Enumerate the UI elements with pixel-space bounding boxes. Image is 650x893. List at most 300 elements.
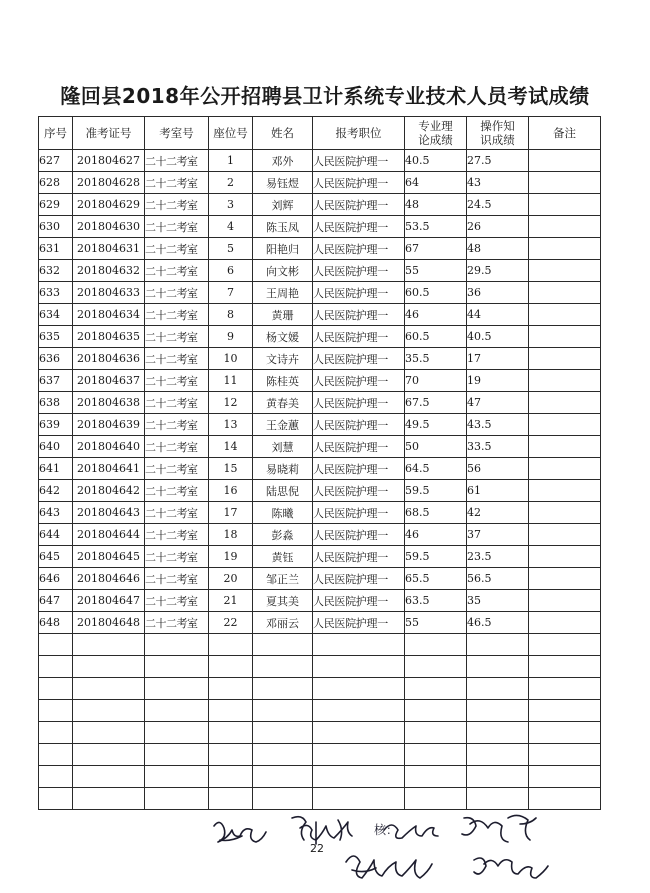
cell-position: 人民医院护理一 xyxy=(313,216,405,238)
cell-ticket: 201804634 xyxy=(73,304,145,326)
cell-position: 人民医院护理一 xyxy=(313,194,405,216)
cell-seq: 631 xyxy=(39,238,73,260)
cell-ticket: 201804642 xyxy=(73,480,145,502)
cell-remark xyxy=(529,480,601,502)
cell-name: 夏其美 xyxy=(253,590,313,612)
cell-theory: 50 xyxy=(405,436,467,458)
cell-name: 陆思倪 xyxy=(253,480,313,502)
cell-remark xyxy=(529,546,601,568)
cell-ticket: 201804631 xyxy=(73,238,145,260)
cell-ticket: 201804641 xyxy=(73,458,145,480)
cell-ticket: 201804632 xyxy=(73,260,145,282)
table-row xyxy=(39,326,601,348)
cell-ticket: 201804633 xyxy=(73,282,145,304)
empty-cell xyxy=(405,634,467,656)
empty-cell xyxy=(529,656,601,678)
table-row xyxy=(39,502,601,524)
empty-cell xyxy=(313,744,405,766)
empty-cell xyxy=(145,722,209,744)
cell-name: 易晓莉 xyxy=(253,458,313,480)
table-row xyxy=(39,590,601,612)
empty-row xyxy=(39,700,601,722)
cell-theory: 55 xyxy=(405,260,467,282)
cell-remark xyxy=(529,568,601,590)
empty-row xyxy=(39,656,601,678)
cell-position: 人民医院护理一 xyxy=(313,304,405,326)
cell-seat: 9 xyxy=(209,326,253,348)
cell-seq: 643 xyxy=(39,502,73,524)
empty-cell xyxy=(73,700,145,722)
cell-ticket: 201804640 xyxy=(73,436,145,458)
cell-room: 二十二考室 xyxy=(145,546,209,568)
empty-cell xyxy=(209,656,253,678)
cell-practice: 19 xyxy=(467,370,529,392)
handwritten-signature-4 xyxy=(462,815,536,842)
cell-position: 人民医院护理一 xyxy=(313,150,405,172)
cell-theory: 67 xyxy=(405,238,467,260)
cell-seq: 630 xyxy=(39,216,73,238)
header-theory xyxy=(405,117,467,150)
empty-cell xyxy=(209,700,253,722)
cell-seq: 637 xyxy=(39,370,73,392)
cell-seq: 645 xyxy=(39,546,73,568)
cell-ticket: 201804643 xyxy=(73,502,145,524)
empty-row xyxy=(39,766,601,788)
cell-position: 人民医院护理一 xyxy=(313,480,405,502)
cell-practice: 26 xyxy=(467,216,529,238)
empty-cell xyxy=(253,678,313,700)
cell-remark xyxy=(529,216,601,238)
empty-cell xyxy=(313,656,405,678)
handwritten-signature-6 xyxy=(474,858,548,878)
cell-room: 二十二考室 xyxy=(145,216,209,238)
empty-row xyxy=(39,722,601,744)
empty-cell xyxy=(313,766,405,788)
cell-seq: 636 xyxy=(39,348,73,370)
cell-seq: 632 xyxy=(39,260,73,282)
cell-theory: 67.5 xyxy=(405,392,467,414)
cell-theory: 59.5 xyxy=(405,546,467,568)
cell-practice: 36 xyxy=(467,282,529,304)
table-row xyxy=(39,150,601,172)
header-ticket: 准考证号 xyxy=(73,117,145,150)
empty-cell xyxy=(253,788,313,810)
cell-position: 人民医院护理一 xyxy=(313,326,405,348)
cell-remark xyxy=(529,392,601,414)
empty-cell xyxy=(405,744,467,766)
empty-cell xyxy=(405,700,467,722)
empty-cell xyxy=(529,722,601,744)
header-remark: 备注 xyxy=(529,117,601,150)
cell-theory: 55 xyxy=(405,612,467,634)
cell-room: 二十二考室 xyxy=(145,348,209,370)
table-row xyxy=(39,172,601,194)
cell-name: 文诗卉 xyxy=(253,348,313,370)
cell-seq: 646 xyxy=(39,568,73,590)
cell-room: 二十二考室 xyxy=(145,590,209,612)
cell-seat: 1 xyxy=(209,150,253,172)
cell-room: 二十二考室 xyxy=(145,502,209,524)
empty-cell xyxy=(467,766,529,788)
header-seq: 序号 xyxy=(39,117,73,150)
cell-ticket: 201804645 xyxy=(73,546,145,568)
handwritten-signature-5 xyxy=(346,856,432,878)
empty-cell xyxy=(467,722,529,744)
cell-seat: 10 xyxy=(209,348,253,370)
page-number: 22 xyxy=(310,842,324,855)
cell-remark xyxy=(529,612,601,634)
cell-theory: 49.5 xyxy=(405,414,467,436)
empty-cell xyxy=(209,678,253,700)
cell-remark xyxy=(529,436,601,458)
empty-cell xyxy=(39,766,73,788)
cell-seat: 16 xyxy=(209,480,253,502)
cell-remark xyxy=(529,238,601,260)
cell-seat: 7 xyxy=(209,282,253,304)
cell-name: 陈玉凤 xyxy=(253,216,313,238)
empty-cell xyxy=(39,788,73,810)
cell-position: 人民医院护理一 xyxy=(313,370,405,392)
cell-theory: 60.5 xyxy=(405,326,467,348)
cell-room: 二十二考室 xyxy=(145,326,209,348)
cell-practice: 56 xyxy=(467,458,529,480)
cell-remark xyxy=(529,524,601,546)
empty-cell xyxy=(209,788,253,810)
cell-name: 邓丽云 xyxy=(253,612,313,634)
cell-seq: 642 xyxy=(39,480,73,502)
empty-cell xyxy=(145,766,209,788)
table-row xyxy=(39,348,601,370)
cell-ticket: 201804638 xyxy=(73,392,145,414)
cell-seq: 648 xyxy=(39,612,73,634)
cell-ticket: 201804629 xyxy=(73,194,145,216)
table-row xyxy=(39,480,601,502)
header-row xyxy=(39,117,601,150)
cell-remark xyxy=(529,326,601,348)
cell-remark xyxy=(529,590,601,612)
cell-ticket: 201804646 xyxy=(73,568,145,590)
cell-position: 人民医院护理一 xyxy=(313,414,405,436)
cell-theory: 48 xyxy=(405,194,467,216)
cell-name: 邹正兰 xyxy=(253,568,313,590)
empty-cell xyxy=(145,656,209,678)
score-table xyxy=(38,116,601,810)
cell-ticket: 201804647 xyxy=(73,590,145,612)
cell-practice: 61 xyxy=(467,480,529,502)
cell-ticket: 201804635 xyxy=(73,326,145,348)
empty-cell xyxy=(253,634,313,656)
empty-cell xyxy=(73,678,145,700)
empty-cell xyxy=(405,788,467,810)
cell-theory: 60.5 xyxy=(405,282,467,304)
empty-cell xyxy=(145,634,209,656)
empty-cell xyxy=(529,788,601,810)
cell-room: 二十二考室 xyxy=(145,370,209,392)
cell-practice: 47 xyxy=(467,392,529,414)
empty-cell xyxy=(209,634,253,656)
empty-cell xyxy=(313,678,405,700)
empty-cell xyxy=(73,788,145,810)
cell-name: 黄春美 xyxy=(253,392,313,414)
cell-practice: 46.5 xyxy=(467,612,529,634)
cell-room: 二十二考室 xyxy=(145,150,209,172)
cell-theory: 68.5 xyxy=(405,502,467,524)
cell-practice: 40.5 xyxy=(467,326,529,348)
cell-theory: 59.5 xyxy=(405,480,467,502)
cell-remark xyxy=(529,414,601,436)
table-body xyxy=(39,150,601,810)
cell-practice: 27.5 xyxy=(467,150,529,172)
cell-room: 二十二考室 xyxy=(145,238,209,260)
cell-room: 二十二考室 xyxy=(145,260,209,282)
cell-practice: 17 xyxy=(467,348,529,370)
empty-cell xyxy=(253,744,313,766)
empty-cell xyxy=(467,634,529,656)
cell-position: 人民医院护理一 xyxy=(313,524,405,546)
empty-cell xyxy=(73,744,145,766)
table-row xyxy=(39,524,601,546)
cell-position: 人民医院护理一 xyxy=(313,436,405,458)
cell-practice: 33.5 xyxy=(467,436,529,458)
table-row xyxy=(39,546,601,568)
cell-position: 人民医院护理一 xyxy=(313,392,405,414)
cell-practice: 35 xyxy=(467,590,529,612)
empty-row xyxy=(39,678,601,700)
cell-name: 阳艳归 xyxy=(253,238,313,260)
cell-seat: 8 xyxy=(209,304,253,326)
cell-theory: 35.5 xyxy=(405,348,467,370)
cell-seq: 641 xyxy=(39,458,73,480)
cell-remark xyxy=(529,458,601,480)
empty-row xyxy=(39,788,601,810)
cell-position: 人民医院护理一 xyxy=(313,458,405,480)
handwritten-signature-3 xyxy=(384,825,438,838)
cell-name: 刘辉 xyxy=(253,194,313,216)
cell-name: 刘慧 xyxy=(253,436,313,458)
cell-seat: 6 xyxy=(209,260,253,282)
cell-position: 人民医院护理一 xyxy=(313,502,405,524)
cell-remark xyxy=(529,502,601,524)
empty-cell xyxy=(39,656,73,678)
table-row xyxy=(39,260,601,282)
cell-ticket: 201804630 xyxy=(73,216,145,238)
cell-room: 二十二考室 xyxy=(145,436,209,458)
cell-room: 二十二考室 xyxy=(145,304,209,326)
cell-ticket: 201804637 xyxy=(73,370,145,392)
cell-ticket: 201804636 xyxy=(73,348,145,370)
empty-cell xyxy=(467,656,529,678)
empty-cell xyxy=(145,678,209,700)
empty-cell xyxy=(529,766,601,788)
cell-seq: 633 xyxy=(39,282,73,304)
cell-seq: 627 xyxy=(39,150,73,172)
cell-position: 人民医院护理一 xyxy=(313,348,405,370)
table-row xyxy=(39,194,601,216)
empty-row xyxy=(39,634,601,656)
cell-seat: 4 xyxy=(209,216,253,238)
table-row xyxy=(39,612,601,634)
cell-theory: 63.5 xyxy=(405,590,467,612)
cell-theory: 40.5 xyxy=(405,150,467,172)
cell-name: 黄珊 xyxy=(253,304,313,326)
cell-theory: 70 xyxy=(405,370,467,392)
cell-name: 王周艳 xyxy=(253,282,313,304)
cell-seat: 20 xyxy=(209,568,253,590)
cell-position: 人民医院护理一 xyxy=(313,260,405,282)
empty-cell xyxy=(467,788,529,810)
cell-practice: 42 xyxy=(467,502,529,524)
cell-ticket: 201804648 xyxy=(73,612,145,634)
empty-cell xyxy=(39,722,73,744)
cell-practice: 23.5 xyxy=(467,546,529,568)
empty-cell xyxy=(405,656,467,678)
cell-seat: 5 xyxy=(209,238,253,260)
empty-cell xyxy=(529,700,601,722)
empty-cell xyxy=(39,744,73,766)
cell-seat: 19 xyxy=(209,546,253,568)
empty-cell xyxy=(529,744,601,766)
cell-position: 人民医院护理一 xyxy=(313,568,405,590)
header-room: 考室号 xyxy=(145,117,209,150)
cell-practice: 29.5 xyxy=(467,260,529,282)
cell-remark xyxy=(529,304,601,326)
cell-ticket: 201804644 xyxy=(73,524,145,546)
cell-name: 陈曦 xyxy=(253,502,313,524)
table-row xyxy=(39,414,601,436)
cell-practice: 56.5 xyxy=(467,568,529,590)
empty-cell xyxy=(313,700,405,722)
cell-name: 易钰煜 xyxy=(253,172,313,194)
handwritten-signature-1 xyxy=(214,822,266,842)
cell-position: 人民医院护理一 xyxy=(313,590,405,612)
cell-position: 人民医院护理一 xyxy=(313,612,405,634)
table-row xyxy=(39,216,601,238)
empty-cell xyxy=(39,678,73,700)
cell-theory: 64 xyxy=(405,172,467,194)
cell-remark xyxy=(529,282,601,304)
empty-cell xyxy=(39,700,73,722)
empty-cell xyxy=(405,766,467,788)
empty-cell xyxy=(405,722,467,744)
cell-room: 二十二考室 xyxy=(145,414,209,436)
cell-room: 二十二考室 xyxy=(145,282,209,304)
cell-seat: 18 xyxy=(209,524,253,546)
empty-cell xyxy=(209,722,253,744)
cell-seat: 15 xyxy=(209,458,253,480)
empty-cell xyxy=(73,766,145,788)
cell-position: 人民医院护理一 xyxy=(313,172,405,194)
cell-theory: 46 xyxy=(405,304,467,326)
empty-cell xyxy=(405,678,467,700)
cell-ticket: 201804627 xyxy=(73,150,145,172)
empty-cell xyxy=(313,722,405,744)
cell-room: 二十二考室 xyxy=(145,612,209,634)
cell-name: 向文彬 xyxy=(253,260,313,282)
table-row xyxy=(39,392,601,414)
table-row xyxy=(39,436,601,458)
empty-cell xyxy=(253,656,313,678)
table-row xyxy=(39,568,601,590)
cell-seat: 13 xyxy=(209,414,253,436)
cell-seat: 22 xyxy=(209,612,253,634)
header-position: 报考职位 xyxy=(313,117,405,150)
cell-name: 邓外 xyxy=(253,150,313,172)
cell-name: 陈桂英 xyxy=(253,370,313,392)
cell-room: 二十二考室 xyxy=(145,392,209,414)
cell-seq: 638 xyxy=(39,392,73,414)
cell-remark xyxy=(529,194,601,216)
cell-practice: 37 xyxy=(467,524,529,546)
empty-cell xyxy=(73,656,145,678)
cell-seat: 11 xyxy=(209,370,253,392)
cell-seat: 21 xyxy=(209,590,253,612)
cell-seat: 14 xyxy=(209,436,253,458)
cell-seq: 647 xyxy=(39,590,73,612)
cell-seq: 644 xyxy=(39,524,73,546)
cell-room: 二十二考室 xyxy=(145,568,209,590)
table-row xyxy=(39,282,601,304)
cell-seq: 640 xyxy=(39,436,73,458)
header-practice xyxy=(467,117,529,150)
empty-cell xyxy=(313,634,405,656)
header-practice-label: 操作知识成绩 xyxy=(480,119,515,147)
cell-practice: 48 xyxy=(467,238,529,260)
cell-remark xyxy=(529,370,601,392)
table-row xyxy=(39,238,601,260)
cell-position: 人民医院护理一 xyxy=(313,282,405,304)
cell-room: 二十二考室 xyxy=(145,194,209,216)
cell-seat: 12 xyxy=(209,392,253,414)
cell-seq: 629 xyxy=(39,194,73,216)
cell-seq: 639 xyxy=(39,414,73,436)
cell-name: 黄钰 xyxy=(253,546,313,568)
cell-name: 杨文媛 xyxy=(253,326,313,348)
signatures-note: 核： xyxy=(374,823,399,837)
cell-seat: 2 xyxy=(209,172,253,194)
cell-ticket: 201804639 xyxy=(73,414,145,436)
empty-cell xyxy=(253,722,313,744)
header-name: 姓名 xyxy=(253,117,313,150)
cell-practice: 24.5 xyxy=(467,194,529,216)
cell-remark xyxy=(529,348,601,370)
cell-practice: 43 xyxy=(467,172,529,194)
cell-practice: 43.5 xyxy=(467,414,529,436)
cell-seq: 628 xyxy=(39,172,73,194)
header-theory-label: 专业理论成绩 xyxy=(418,119,453,147)
empty-cell xyxy=(145,744,209,766)
cell-practice: 44 xyxy=(467,304,529,326)
empty-cell xyxy=(253,766,313,788)
cell-position: 人民医院护理一 xyxy=(313,238,405,260)
empty-cell xyxy=(209,744,253,766)
header-seat: 座位号 xyxy=(209,117,253,150)
cell-theory: 46 xyxy=(405,524,467,546)
cell-name: 彭淼 xyxy=(253,524,313,546)
empty-cell xyxy=(145,788,209,810)
cell-seat: 3 xyxy=(209,194,253,216)
cell-seq: 635 xyxy=(39,326,73,348)
cell-ticket: 201804628 xyxy=(73,172,145,194)
empty-cell xyxy=(145,700,209,722)
empty-row xyxy=(39,744,601,766)
empty-cell xyxy=(39,634,73,656)
empty-cell xyxy=(529,634,601,656)
cell-theory: 65.5 xyxy=(405,568,467,590)
empty-cell xyxy=(467,700,529,722)
empty-cell xyxy=(313,788,405,810)
cell-remark xyxy=(529,260,601,282)
empty-cell xyxy=(467,744,529,766)
